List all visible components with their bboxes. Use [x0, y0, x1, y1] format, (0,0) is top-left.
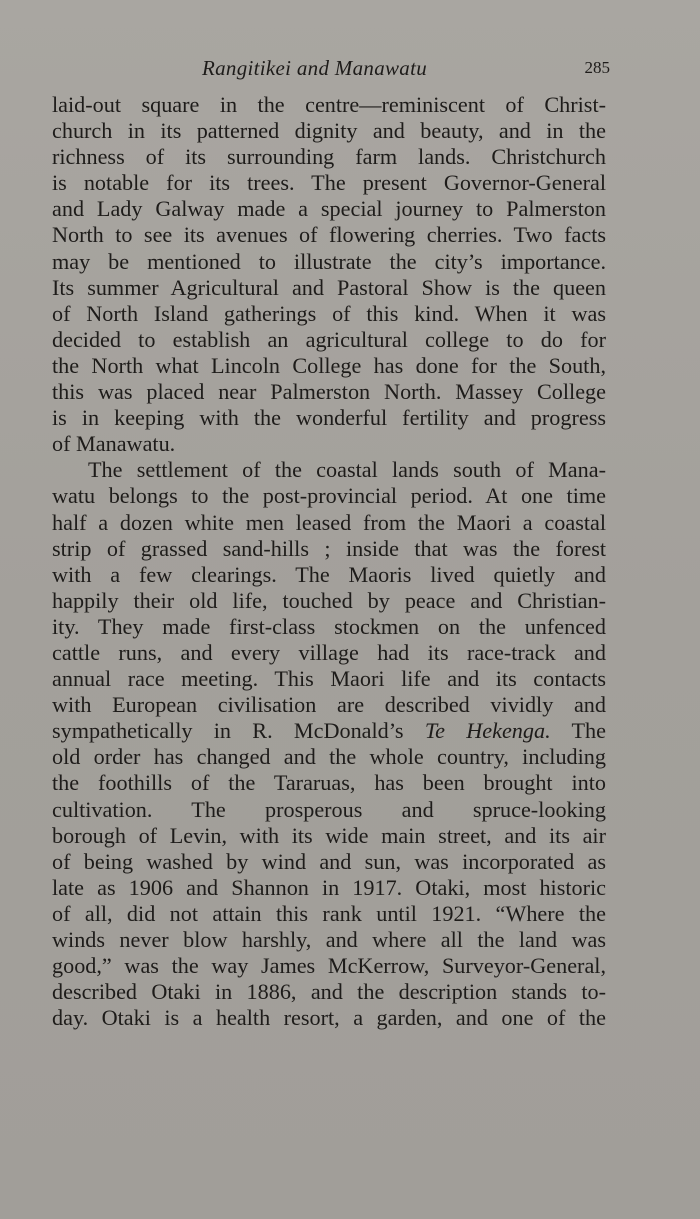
text-line: the North what Lincoln College has done for the South,: [52, 352, 606, 378]
text-line: of Manawatu.: [52, 431, 176, 457]
text-line: decided to establish an agricultural college to do for: [52, 326, 606, 352]
text-line: annual race meeting. This Maori life and its contacts: [52, 666, 606, 692]
text-line: half a dozen white men leased from the Maori a coastal: [52, 509, 606, 535]
text-line: of North Island gatherings of this kind. When it was: [52, 300, 606, 326]
text-line: watu belongs to the post-provincial period. At one time: [52, 483, 606, 509]
text-line: with a few clearings. The Maoris lived quietly and: [52, 561, 606, 587]
text-line: borough of Levin, with its wide main street, and its air: [52, 822, 606, 848]
text-line: cattle runs, and every village had its race-track and: [52, 639, 606, 665]
book-title: Te Hekenga.: [424, 718, 551, 744]
text-line: old order has changed and the whole country, including: [52, 744, 606, 770]
text-line: The settlement of the coastal lands south of Mana-: [88, 457, 606, 483]
text-line-with-title: [52, 718, 606, 744]
running-head: [52, 56, 610, 84]
text-line: this was placed near Palmerston North. Massey College: [52, 379, 606, 405]
text-line: cultivation. The prosperous and spruce-looking: [52, 796, 606, 822]
text-line: happily their old life, touched by peace and Christian-: [52, 587, 606, 613]
running-title: Rangitikei and Manawatu: [202, 56, 428, 80]
text-line: described Otaki in 1886, and the description stands to-: [52, 979, 606, 1005]
text-line: North to see its avenues of flowering cherries. Two facts: [52, 222, 606, 248]
text-line: good,” was the way James McKerrow, Surveyor-General,: [52, 953, 606, 979]
text-line: is notable for its trees. The present Governor-General: [52, 170, 606, 196]
text-line: strip of grassed sand-hills ; inside that was the forest: [52, 535, 606, 561]
text-line: late as 1906 and Shannon in 1917. Otaki, most historic: [52, 874, 606, 900]
paragraph-1: [52, 92, 606, 457]
text-line: the foothills of the Tararuas, has been brought into: [52, 770, 606, 796]
text-line: Its summer Agricultural and Pastoral Show is the queen: [52, 274, 606, 300]
text-segment: sympathetically in R. McDonald’s: [52, 718, 425, 744]
text-line: laid-out square in the centre—reminiscent of Christ-: [52, 92, 606, 117]
text-line: of being washed by wind and sun, was incorporated as: [52, 848, 606, 874]
page-number: 285: [584, 58, 610, 77]
text-line: day. Otaki is a health resort, a garden, and one of the: [52, 1005, 606, 1031]
text-line: richness of its surrounding farm lands. Christchurch: [52, 144, 606, 170]
text-line: with European civilisation are described vividly and: [52, 692, 606, 718]
text-line: winds never blow harshly, and where all the land was: [52, 927, 606, 952]
text-line: is in keeping with the wonderful fertility and progress: [52, 405, 606, 431]
text-line: church in its patterned dignity and beauty, and in the: [52, 118, 606, 144]
text-line: may be mentioned to illustrate the city’s importance.: [52, 248, 606, 274]
text-line: of all, did not attain this rank until 1921. “Where the: [52, 900, 606, 926]
body-text: [52, 92, 606, 1031]
text-line: and Lady Galway made a special journey to Palmerston: [52, 196, 606, 222]
text-line: ity. They made first-class stockmen on the unfenced: [52, 613, 606, 639]
paragraph-2: [52, 457, 606, 1031]
text-segment: The: [550, 718, 606, 744]
